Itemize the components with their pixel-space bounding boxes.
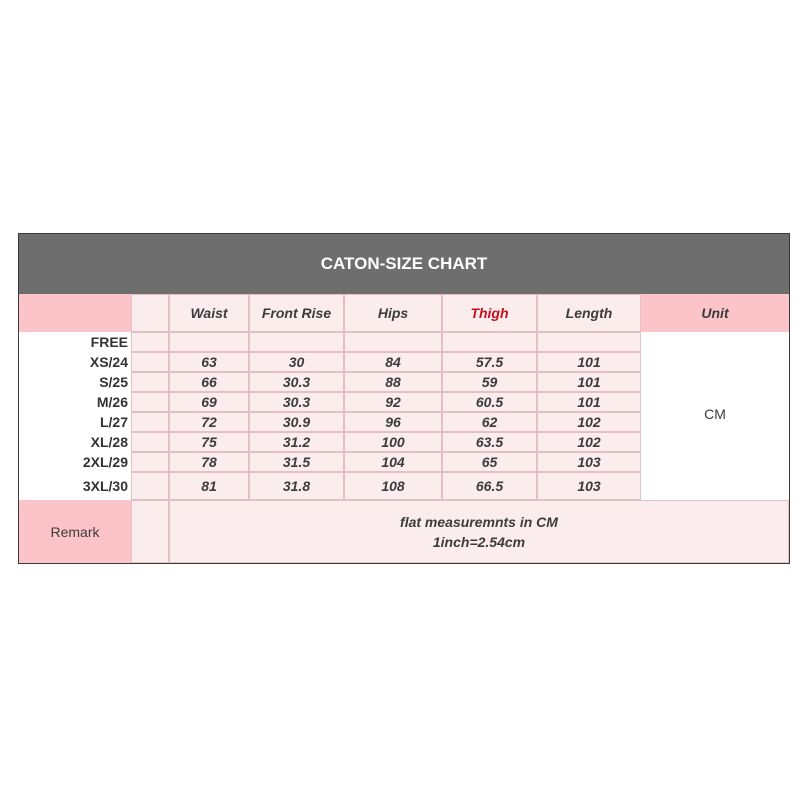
row-spacer-cell [131,452,169,472]
cell-thigh: 62 [442,412,537,432]
size-label: XS/24 [89,354,128,370]
cell-hips: 96 [344,412,442,432]
cell-front-rise: 30 [249,352,344,372]
cell-hips [344,332,442,352]
column-header-front-rise: Front Rise [249,294,344,332]
cell-front-rise: 30.3 [249,392,344,412]
chart-title: CATON-SIZE CHART [19,234,789,294]
cell-thigh: 59 [442,372,537,392]
row-spacer-cell [131,392,169,412]
cell-length: 103 [537,472,641,500]
cell-thigh [442,332,537,352]
cell-hips: 84 [344,352,442,372]
cell-thigh: 65 [442,452,537,472]
cell-front-rise: 30.9 [249,412,344,432]
size-chart [18,233,790,564]
cell-front-rise: 31.5 [249,452,344,472]
size-label: S/25 [99,374,128,390]
size-label: 2XL/29 [82,454,128,470]
row-spacer-cell [131,352,169,372]
column-header-length: Length [537,294,641,332]
remark-spacer-cell [131,500,169,563]
cell-waist: 63 [169,352,249,372]
row-spacer-cell [131,432,169,452]
cell-hips: 88 [344,372,442,392]
cell-hips: 108 [344,472,442,500]
cell-front-rise: 31.2 [249,432,344,452]
row-spacer-cell [131,372,169,392]
cell-front-rise: 30.3 [249,372,344,392]
column-header-thigh: Thigh [442,294,537,332]
header-blank-cell [19,294,131,332]
cell-waist: 69 [169,392,249,412]
cell-waist: 66 [169,372,249,392]
cell-thigh: 57.5 [442,352,537,372]
cell-waist: 78 [169,452,249,472]
remark-label: Remark [19,500,131,563]
cell-length: 102 [537,412,641,432]
cell-waist: 81 [169,472,249,500]
cell-waist: 72 [169,412,249,432]
cell-length [537,332,641,352]
cell-length: 101 [537,352,641,372]
column-header-waist: Waist [169,294,249,332]
size-label: FREE [90,334,128,350]
header-spacer-cell [131,294,169,332]
remark-line: flat measuremnts in CM [400,513,558,530]
size-label: XL/28 [90,434,128,450]
cell-front-rise [249,332,344,352]
remark-text [169,500,789,563]
cell-hips: 104 [344,452,442,472]
row-spacer-cell [131,472,169,500]
cell-hips: 100 [344,432,442,452]
size-label: 3XL/30 [82,478,128,494]
size-label: M/26 [96,394,128,410]
cell-length: 101 [537,372,641,392]
size-label: L/27 [99,414,128,430]
remark-line: 1inch=2.54cm [432,533,526,550]
cell-length: 102 [537,432,641,452]
cell-length: 101 [537,392,641,412]
cell-hips: 92 [344,392,442,412]
cell-length: 103 [537,452,641,472]
unit-value: CM [704,406,726,422]
cell-front-rise: 31.8 [249,472,344,500]
unit-header: Unit [641,294,789,332]
cell-thigh: 63.5 [442,432,537,452]
column-header-hips: Hips [344,294,442,332]
cell-waist: 75 [169,432,249,452]
row-spacer-cell [131,332,169,352]
cell-thigh: 60.5 [442,392,537,412]
cell-waist [169,332,249,352]
row-spacer-cell [131,412,169,432]
cell-thigh: 66.5 [442,472,537,500]
